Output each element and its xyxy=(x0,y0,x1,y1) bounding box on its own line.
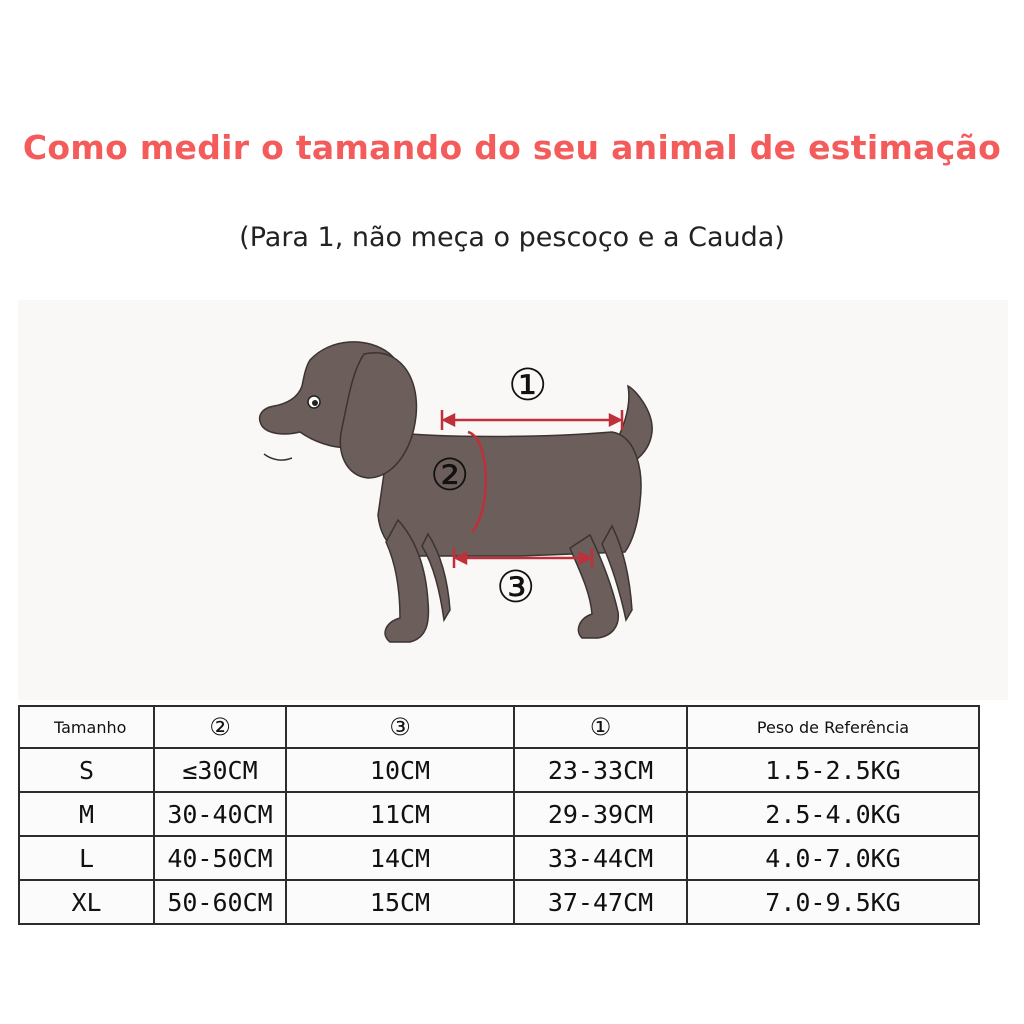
weight-cell: 2.5-4.0KG xyxy=(687,792,979,836)
measure-1-cell: 33-44CM xyxy=(514,836,687,880)
header-tamanho: Tamanho xyxy=(19,706,154,748)
page-title: Como medir o tamando do seu animal de estimação xyxy=(22,128,1002,167)
table-header-row xyxy=(19,706,979,748)
header-measure-3: ③ xyxy=(286,706,514,748)
measure-1-cell: 37-47CM xyxy=(514,880,687,924)
dog-measurement-figure xyxy=(240,320,680,660)
measure-3-cell: 10CM xyxy=(286,748,514,792)
table-row xyxy=(19,792,979,836)
size-cell: S xyxy=(19,748,154,792)
weight-cell: 7.0-9.5KG xyxy=(687,880,979,924)
table-row xyxy=(19,748,979,792)
measure-3-cell: 14CM xyxy=(286,836,514,880)
header-peso: Peso de Referência xyxy=(687,706,979,748)
size-cell: L xyxy=(19,836,154,880)
size-cell: M xyxy=(19,792,154,836)
weight-cell: 1.5-2.5KG xyxy=(687,748,979,792)
table-row xyxy=(19,880,979,924)
measure-2-cell: 40-50CM xyxy=(154,836,286,880)
label-2: ② xyxy=(430,450,470,501)
size-cell: XL xyxy=(19,880,154,924)
label-1: ① xyxy=(508,360,548,411)
measure-2-cell: ≤30CM xyxy=(154,748,286,792)
measure-1-cell: 29-39CM xyxy=(514,792,687,836)
dog-body xyxy=(378,432,641,556)
label-3: ③ xyxy=(496,562,536,613)
measure-2-cell: 30-40CM xyxy=(154,792,286,836)
measure-3-cell: 11CM xyxy=(286,792,514,836)
weight-cell: 4.0-7.0KG xyxy=(687,836,979,880)
measure-1-cell: 23-33CM xyxy=(514,748,687,792)
size-table xyxy=(18,705,980,925)
header-measure-2: ② xyxy=(154,706,286,748)
measure-2-cell: 50-60CM xyxy=(154,880,286,924)
page-subtitle: (Para 1, não meça o pescoço e a Cauda) xyxy=(239,222,785,253)
header-measure-1: ① xyxy=(514,706,687,748)
measure-3-cell: 15CM xyxy=(286,880,514,924)
table-row xyxy=(19,836,979,880)
measure-line-1 xyxy=(442,410,622,430)
